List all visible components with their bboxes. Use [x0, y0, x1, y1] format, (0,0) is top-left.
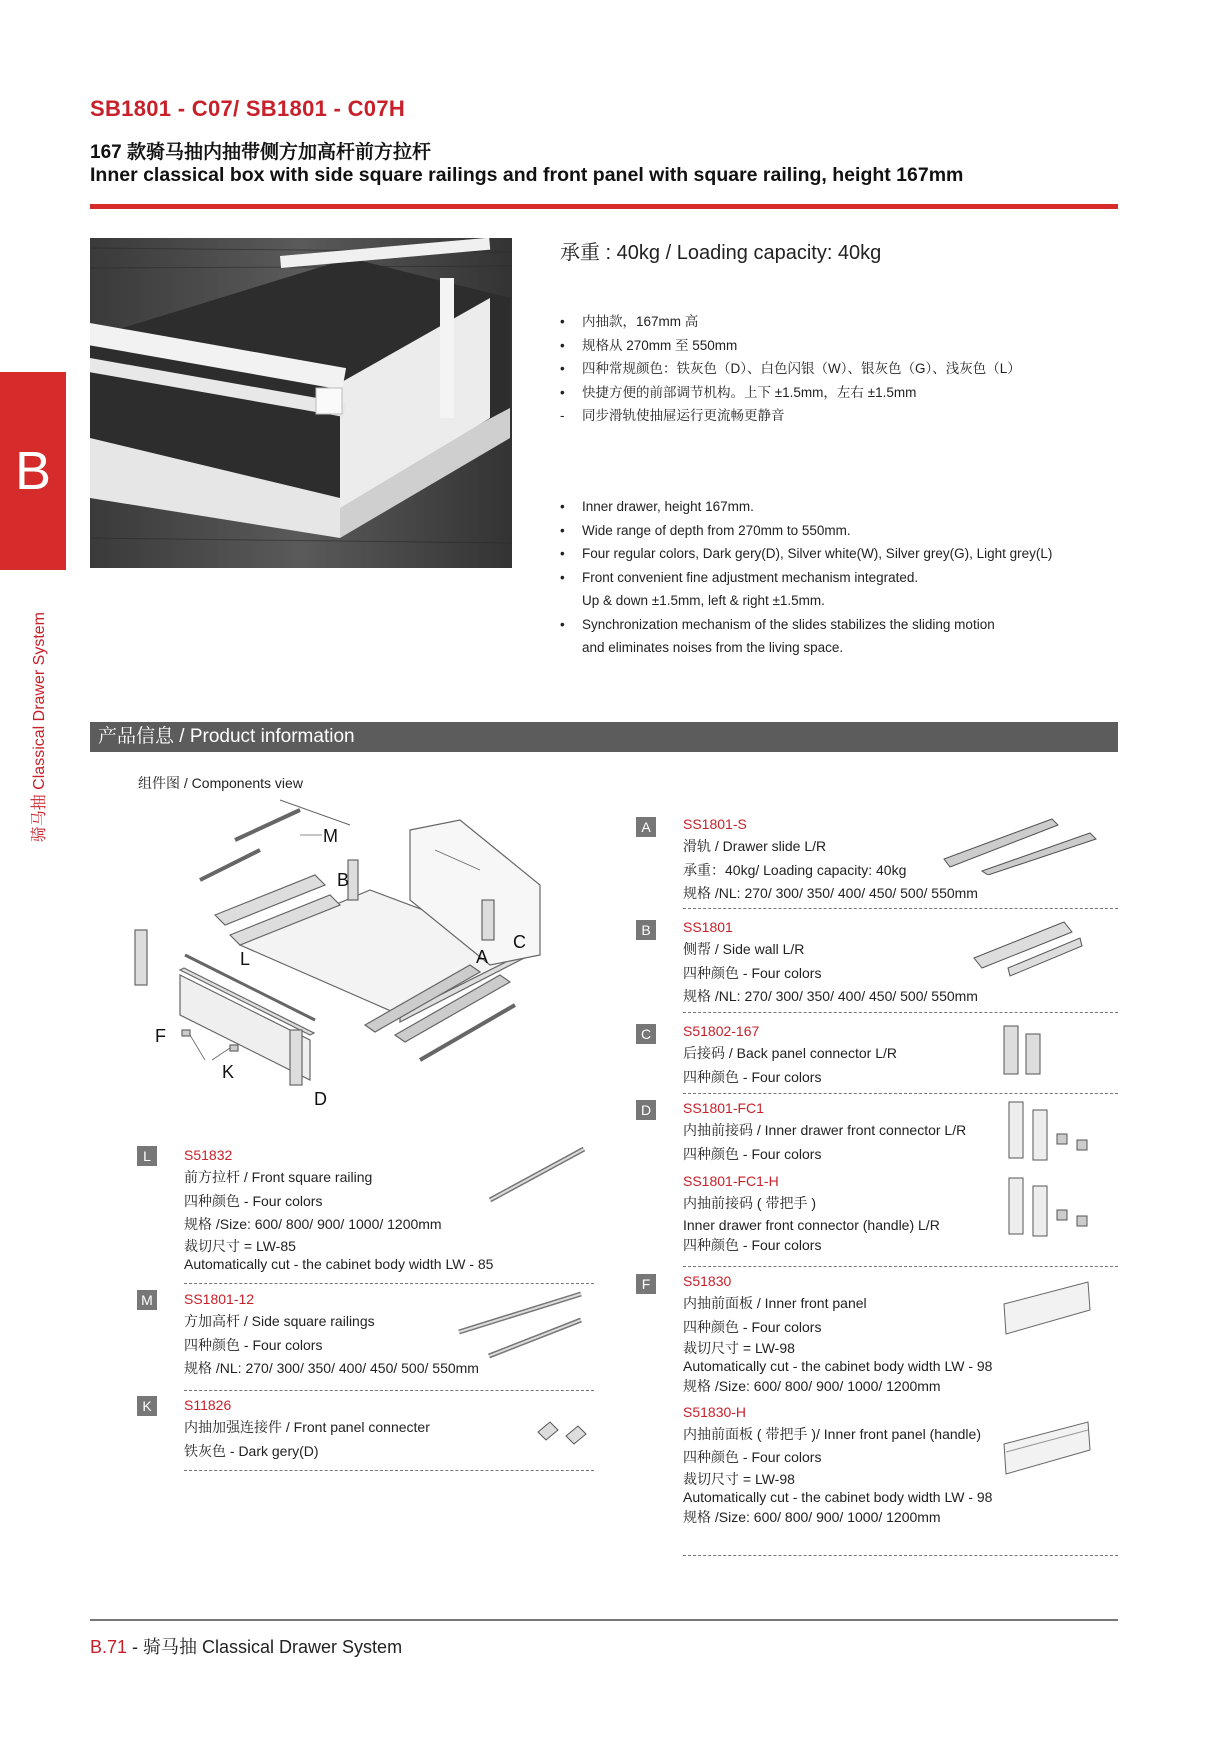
item-k	[184, 1394, 430, 1463]
item-code: SS1801-12	[184, 1291, 255, 1307]
item-badge-b: B	[636, 920, 656, 940]
product-info-heading-text: 产品信息 / Product information	[98, 726, 355, 747]
item-code: SS1801-S	[683, 816, 747, 832]
product-info-heading	[90, 722, 1118, 752]
bullet: •	[560, 522, 565, 538]
item-line: 四种颜色 - Four colors	[184, 1192, 323, 1209]
exploded-components-diagram	[130, 790, 600, 1120]
feature-text: Wide range of depth from 270mm to 550mm.	[582, 522, 851, 538]
item-line: 四种颜色 - Four colors	[683, 964, 822, 981]
dashed-separator	[683, 1093, 1118, 1094]
item-line: 前方拉杆 / Front square railing	[184, 1169, 373, 1185]
item-code: S51830	[683, 1273, 732, 1289]
header-divider	[90, 204, 1118, 209]
drawer-slide-thumbnail	[942, 815, 1097, 875]
feature-item	[560, 357, 1021, 381]
item-line: 侧帮 / Side wall L/R	[683, 941, 805, 957]
dashed-separator	[184, 1283, 594, 1284]
feature-item	[560, 404, 1021, 428]
feature-item	[560, 613, 1052, 637]
item-line: 规格 /Size: 600/ 800/ 900/ 1000/ 1200mm	[683, 1378, 941, 1394]
item-line: Automatically cut - the cabinet body width LW - 98	[683, 1488, 993, 1505]
dashed-separator	[184, 1390, 594, 1391]
item-line: 铁灰色 - Dark gery(D)	[184, 1442, 319, 1459]
feature-text: Four regular colors, Dark gery(D), Silver white(W), Silver grey(G), Light grey(L)	[582, 546, 1053, 561]
feature-text: Front convenient fine adjustment mechanism integrated.	[582, 569, 919, 585]
item-line: 方加高杆 / Side square railings	[184, 1313, 375, 1329]
diagram-label-a: A	[476, 947, 489, 967]
feature-item	[560, 542, 1052, 566]
model-number: SB1801 - C07/ SB1801 - C07H	[90, 96, 406, 121]
item-line: Automatically cut - the cabinet body width LW - 85	[184, 1255, 494, 1272]
feature-text: 四种常规颜色：铁灰色（D）、白色闪银（W）、银灰色（G）、浅灰色（L）	[582, 361, 1021, 376]
diagram-label-b: B	[337, 870, 350, 890]
item-line: 滑轨 / Drawer slide L/R	[683, 838, 827, 854]
item-code: SS1801	[683, 919, 733, 935]
side-railing-thumbnail	[455, 1290, 585, 1360]
item-d	[683, 1097, 966, 1257]
features-english	[560, 495, 1052, 660]
item-badge-d: D	[636, 1100, 656, 1120]
item-line: 内抽前接码 ( 带把手 )	[683, 1195, 816, 1211]
item-line: 后接码 / Back panel connector L/R	[683, 1045, 897, 1061]
product-photo	[90, 238, 512, 568]
feature-item	[560, 334, 1021, 358]
drawer-photo-illustration	[90, 238, 512, 568]
item-line: 规格 /NL: 270/ 300/ 350/ 400/ 450/ 500/ 550mm	[683, 885, 978, 901]
item-c	[683, 1020, 897, 1089]
item-code: S11826	[184, 1397, 232, 1413]
item-code-handle: SS1801-FC1-H	[683, 1173, 779, 1189]
features-chinese	[560, 310, 1021, 428]
feature-item	[560, 566, 1052, 590]
item-line: 内抽前面板 ( 带把手 )/ Inner front panel (handle)	[683, 1425, 981, 1442]
feature-item	[560, 381, 1021, 405]
item-line: Automatically cut - the cabinet body width LW - 98	[683, 1358, 993, 1374]
item-line: 承重：40kg/ Loading capacity: 40kg	[683, 861, 907, 878]
dashed-separator	[683, 1012, 1118, 1013]
feature-text: 规格从 270mm 至 550mm	[582, 337, 738, 353]
bullet: •	[560, 384, 565, 400]
item-line: 规格 /NL: 270/ 300/ 350/ 400/ 450/ 500/ 550mm	[683, 988, 978, 1004]
feature-text: 同步滑轨使抽屉运行更流畅更静音	[582, 408, 785, 423]
diagram-label-m: M	[323, 826, 338, 846]
side-wall-thumbnail	[964, 918, 1084, 978]
page-number: B.71	[90, 1637, 128, 1657]
bullet: •	[560, 546, 565, 561]
components-view-label: 组件图 / Components view	[138, 775, 303, 791]
inner-front-connector-thumbnail	[1005, 1098, 1095, 1164]
section-tab: B	[0, 372, 66, 570]
title-chinese: 167 款骑马抽内抽带侧方加高杆前方拉杆	[90, 142, 431, 163]
bullet: •	[560, 616, 565, 632]
item-code-handle: S51830-H	[683, 1403, 747, 1420]
front-railing-thumbnail	[488, 1145, 588, 1205]
feature-text: Inner drawer, height 167mm.	[582, 499, 754, 514]
item-line: 裁切尺寸 = LW-98	[683, 1340, 795, 1356]
item-code: S51802-167	[683, 1023, 760, 1039]
back-panel-connector-thumbnail	[1000, 1022, 1050, 1082]
item-line: 裁切尺寸 = LW-98	[683, 1470, 795, 1487]
feature-text: Up & down ±1.5mm, left & right ±1.5mm.	[582, 593, 825, 608]
bullet: •	[560, 499, 565, 514]
item-line: 四种颜色 - Four colors	[683, 1236, 822, 1253]
item-line: 四种颜色 - Four colors	[683, 1068, 822, 1085]
feature-item	[560, 636, 1052, 660]
diagram-label-l: L	[240, 949, 251, 969]
feature-text: Synchronization mechanism of the slides stabilizes the sliding motion	[582, 616, 995, 632]
diagram-label-c: C	[513, 932, 526, 952]
item-line: 内抽加强连接件 / Front panel connecter	[184, 1419, 430, 1435]
item-line: 四种颜色 - Four colors	[683, 1449, 822, 1465]
feature-item	[560, 495, 1052, 519]
item-badge-c: C	[636, 1024, 656, 1044]
footer	[90, 1633, 402, 1659]
bullet: -	[560, 408, 565, 423]
bullet: •	[560, 314, 565, 329]
inner-front-panel-thumbnail	[1000, 1278, 1095, 1338]
feature-item	[560, 310, 1021, 334]
bullet: •	[560, 337, 565, 353]
item-badge-l: L	[137, 1146, 157, 1166]
item-code: S51832	[184, 1147, 233, 1163]
dashed-separator	[683, 908, 1118, 909]
bullet: •	[560, 569, 565, 585]
item-code: SS1801-FC1	[683, 1100, 764, 1116]
item-line: 内抽前面板 / Inner front panel	[683, 1295, 867, 1311]
dashed-separator	[683, 1266, 1118, 1267]
section-vertical-label	[26, 612, 48, 882]
item-badge-a: A	[636, 817, 656, 837]
item-m	[184, 1288, 479, 1381]
item-line: 裁切尺寸 = LW-85	[184, 1237, 296, 1254]
item-line: 规格 /NL: 270/ 300/ 350/ 400/ 450/ 500/ 550mm	[184, 1360, 479, 1376]
feature-text: and eliminates noises from the living space.	[582, 640, 844, 655]
title-english: Inner classical box with side square railings and front panel with square railing, height 167mm	[90, 164, 964, 186]
diagram-label-f: F	[155, 1026, 166, 1046]
feature-text: 快捷方便的前部调节机构。上下 ±1.5mm，左右 ±1.5mm	[582, 384, 917, 400]
diagram-label-d: D	[314, 1089, 327, 1109]
inner-front-panel-handle-thumbnail	[1000, 1418, 1095, 1478]
footer-text: - 骑马抽 Classical Drawer System	[127, 1637, 403, 1657]
item-l	[184, 1144, 493, 1273]
dashed-separator	[184, 1470, 594, 1471]
loading-capacity: 承重 : 40kg / Loading capacity: 40kg	[560, 242, 882, 264]
front-panel-connector-thumbnail	[534, 1418, 594, 1448]
item-line: 规格 /Size: 600/ 800/ 900/ 1000/ 1200mm	[683, 1508, 941, 1525]
item-badge-k: K	[137, 1396, 157, 1416]
footer-divider	[90, 1619, 1118, 1621]
item-line: 内抽前接码 / Inner drawer front connector L/R	[683, 1122, 967, 1138]
item-line: Inner drawer front connector (handle) L/R	[683, 1216, 940, 1233]
item-line: 规格 /Size: 600/ 800/ 900/ 1000/ 1200mm	[184, 1216, 442, 1232]
item-badge-m: M	[137, 1290, 157, 1310]
feature-item	[560, 519, 1052, 543]
item-line: 四种颜色 - Four colors	[683, 1145, 822, 1162]
feature-item	[560, 589, 1052, 613]
item-f	[683, 1270, 992, 1529]
item-a	[683, 813, 978, 906]
dashed-separator	[683, 1555, 1118, 1556]
inner-front-connector-handle-thumbnail	[1005, 1174, 1095, 1240]
item-line: 四种颜色 - Four colors	[683, 1318, 822, 1335]
diagram-label-k: K	[222, 1062, 235, 1082]
feature-text: 内抽款，167mm 高	[582, 314, 699, 329]
bullet: •	[560, 361, 565, 376]
item-b	[683, 916, 978, 1009]
section-vertical-text: 骑马抽 Classical Drawer System	[31, 612, 48, 843]
item-line: 四种颜色 - Four colors	[184, 1336, 323, 1353]
item-badge-f: F	[636, 1274, 656, 1294]
